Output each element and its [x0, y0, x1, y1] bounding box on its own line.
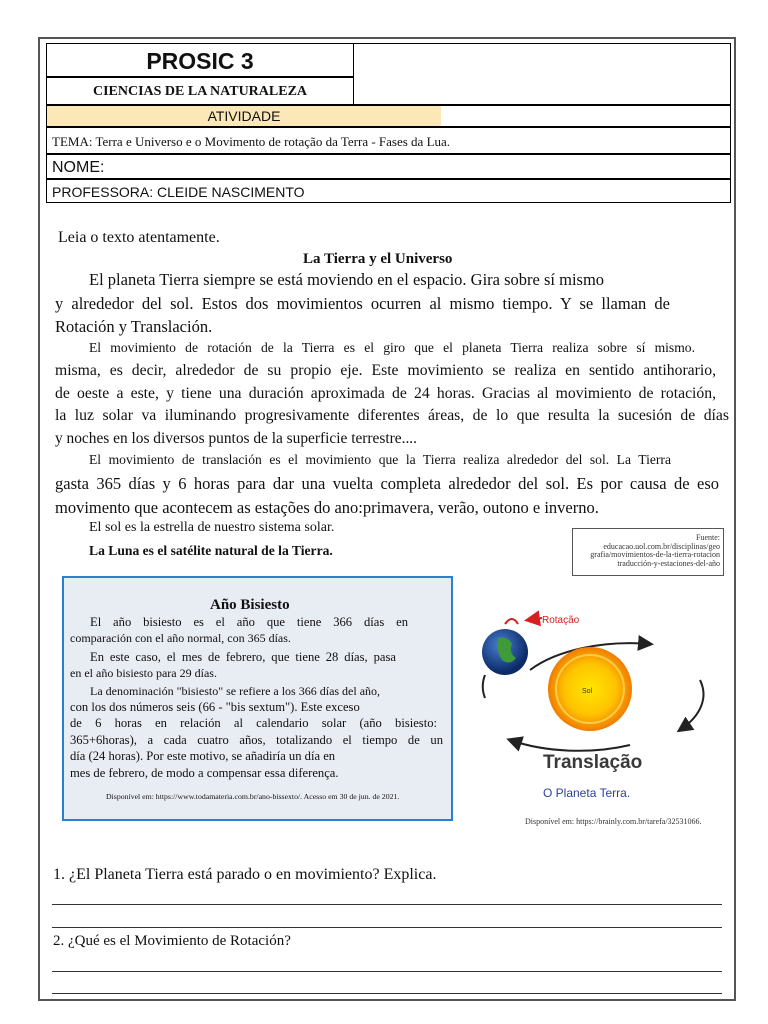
article-line: de oeste a este, y tiene una duración aproximada de 24 horas. Gracias al movimiento de rotación,	[55, 385, 716, 402]
leap-year-line: En este caso, el mes de febrero, que tiene 28 días, pasa	[90, 650, 396, 664]
article-title: La Tierra y el Universo	[303, 251, 453, 267]
question-2: 2. ¿Qué es el Movimiento de Rotación?	[53, 933, 291, 949]
leap-year-line: La denominación "bisiesto" se refiere a los 366 días del año,	[90, 684, 381, 698]
source-label: Fuente:	[696, 533, 720, 542]
leap-year-line: mes de febrero, de modo a compensar essa diferença.	[70, 766, 339, 780]
leap-year-line: día (24 horas). Por este motivo, se añadiría un día en	[70, 749, 336, 763]
translation-label: Translação	[543, 752, 643, 773]
answer-line[interactable]	[52, 904, 722, 905]
article-line: El movimiento de rotación de la Tierra es el giro que el planeta Tierra realiza sobre sí mismo.	[89, 340, 695, 355]
teacher-row: PROFESSORA: CLEIDE NASCIMENTO	[46, 179, 731, 203]
rotation-arrow-icon	[505, 619, 518, 624]
leap-year-line: en el año bisiesto para 29 días.	[70, 666, 217, 680]
activity-label: ATIVIDADE	[47, 106, 441, 126]
article-line: y alrededor del sol. Estos dos movimientos ocurren al mismo tiempo. Y se llaman de	[55, 294, 670, 313]
article-line: Rotación y Translación.	[55, 317, 213, 336]
document-title: PROSIC 3	[46, 43, 354, 77]
leap-year-citation[interactable]: Disponível em: https://www.todamateria.com.br/ano-bissexto/. Acesso em 30 de jun. de 2021.	[106, 792, 400, 801]
leap-year-line: con los dos números seis (66 - "bis sextum"). Este exceso	[70, 700, 360, 714]
answer-line[interactable]	[52, 927, 722, 928]
article-line: El planeta Tierra siempre se está moviendo en el espacio. Gira sobre sí mismo	[89, 270, 605, 289]
rotation-label: Rotação	[542, 615, 580, 626]
article-line: El movimiento de translación es el movimiento que la Tierra realiza alrededor del sol. La Tierra	[89, 452, 671, 467]
article-line: y noches en los diversos puntos de la superficie terrestre....	[55, 430, 418, 447]
subject-label: CIENCIAS DE LA NATURALEZA	[46, 77, 354, 105]
source-line[interactable]: traducción-y-estaciones-del-año	[617, 558, 720, 568]
source-line[interactable]: grafia/movimientos-de-la-tierra-rotacion	[590, 550, 720, 560]
sun-label: Sol	[582, 688, 593, 695]
leap-year-title: Año Bisiesto	[210, 597, 290, 613]
intro-text: Leia o texto atentamente.	[58, 229, 220, 246]
leap-year-line: comparación con el año normal, con 365 días.	[70, 631, 291, 645]
figure-citation[interactable]: Disponível em: https://brainly.com.br/tarefa/32531066.	[525, 817, 702, 826]
source-box	[572, 528, 724, 576]
article-line: misma, es decir, alrededor de su propio eje. Este movimiento se realiza en sentido antihorario,	[55, 362, 716, 379]
answer-line[interactable]	[52, 971, 722, 972]
source-line[interactable]: educacao.uol.com.br/disciplinas/geo	[603, 541, 720, 551]
article-line: movimento que acontecem as estações do ano:primavera, verão, outono e inverno.	[55, 498, 599, 517]
earth-orbit-figure	[470, 600, 730, 815]
figure-caption: O Planeta Terra.	[543, 786, 631, 800]
tema-row: TEMA: Terra e Universo e o Movimento de rotação da Terra - Fases da Lua.	[46, 127, 731, 154]
article-line: La Luna es el satélite natural de la Tierra.	[89, 543, 333, 558]
leap-year-box	[62, 576, 453, 821]
name-field[interactable]: NOME:	[46, 154, 731, 179]
article-line: El sol es la estrella de nuestro sistema solar.	[89, 520, 335, 535]
article-line: la luz solar va iluminando progresivamente diferentes áreas, de lo que resulta la sucesión de días	[55, 407, 729, 424]
leap-year-line: de 6 horas en relación al calendario solar (año bisiesto:	[70, 716, 437, 730]
question-1: 1. ¿El Planeta Tierra está parado o en movimiento? Explica.	[53, 866, 437, 883]
leap-year-line: El año bisiesto es el año que tiene 366 días en	[90, 615, 408, 629]
leap-year-line: 365+6horas), a cada cuatro años, totalizando el tiempo de un	[70, 733, 443, 747]
answer-line[interactable]	[52, 993, 722, 994]
article-line: gasta 365 días y 6 horas para dar una vuelta completa alrededor del sol. Es por causa de eso	[55, 474, 719, 493]
activity-row	[46, 105, 731, 127]
header-blank-cell	[353, 43, 731, 105]
